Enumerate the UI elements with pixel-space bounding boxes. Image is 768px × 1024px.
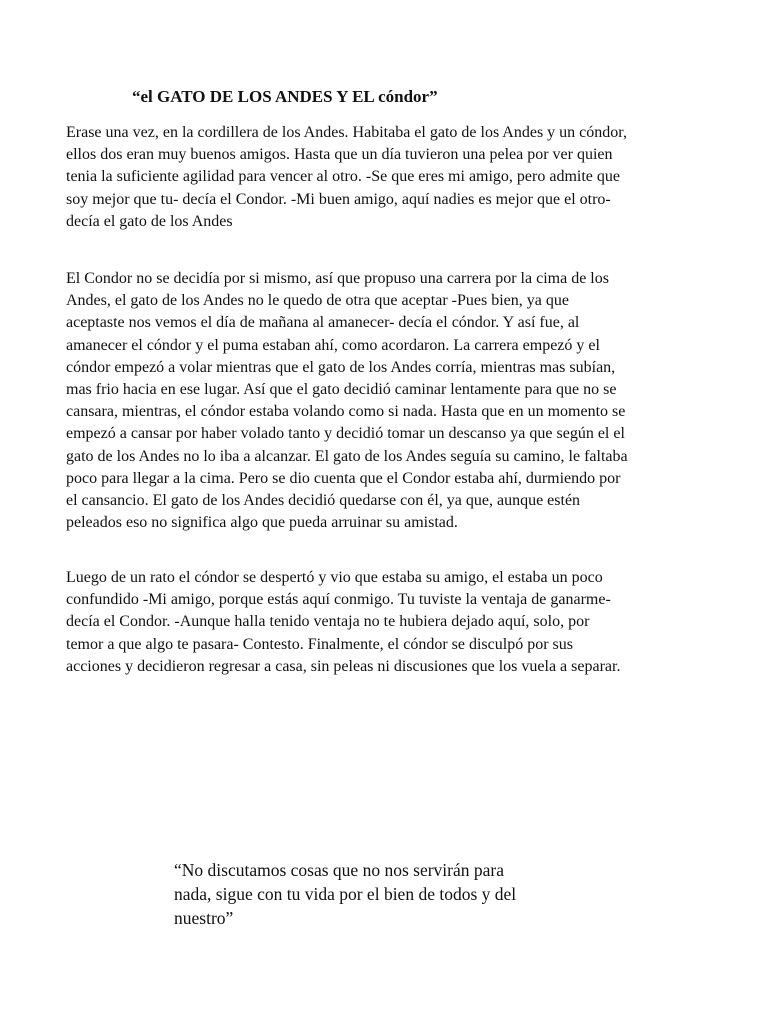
paragraph-line: peleados eso no significa algo que pueda arruinar su amistad. [66, 514, 458, 532]
quote-line: nada, sigue con tu vida por el bien de todos y del [174, 884, 517, 904]
closing-quote [174, 858, 634, 930]
document-title: “el GATO DE LOS ANDES Y EL cóndor” [132, 87, 438, 106]
paragraph-line: ellos dos eran muy buenos amigos. Hasta que un día tuvieron una pelea por ver quien [66, 146, 613, 164]
paragraph-3 [66, 567, 696, 678]
paragraph-line: cansara, mientras, el cóndor estaba volando como si nada. Hasta que en un momento se [66, 403, 626, 421]
quote-line: “No discutamos cosas que no nos servirán para [174, 860, 504, 880]
paragraph-line: acciones y decidieron regresar a casa, sin peleas ni discusiones que los vuela a separar. [66, 657, 621, 675]
paragraph-line: confundido -Mi amigo, porque estás aquí conmigo. Tu tuviste la ventaja de ganarme- [66, 591, 611, 609]
paragraph-line: Andes, el gato de los Andes no le quedo de otra que aceptar -Pues bien, ya que [66, 292, 569, 310]
paragraph-line: gato de los Andes no lo iba a alcanzar. El gato de los Andes seguía su camino, le faltaba [66, 447, 628, 465]
paragraph-line: aceptaste nos vemos el día de mañana al amanecer- decía el cóndor. Y así fue, al [66, 314, 580, 332]
paragraph-line: Luego de un rato el cóndor se despertó y vio que estaba su amigo, el estaba un poco [66, 569, 603, 586]
paragraph-line: poco para llegar a la cima. Pero se dio cuenta que el Condor estaba ahí, durmiendo por [66, 469, 621, 487]
paragraph-line: decía el gato de los Andes [66, 212, 233, 230]
quote-line: nuestro” [174, 908, 234, 928]
paragraph-line: Erase una vez, en la cordillera de los Andes. Habitaba el gato de los Andes y un cóndor, [66, 124, 627, 141]
paragraph-line: tenia la suficiente agilidad para vencer al otro. -Se que eres mi amigo, pero admite que [66, 168, 620, 186]
paragraph-line: El Condor no se decidía por si mismo, así que propuso una carrera por la cima de los [66, 270, 609, 287]
paragraph-1 [66, 122, 696, 233]
paragraph-line: temor a que algo te pasara- Contesto. Finalmente, el cóndor se disculpó por sus [66, 635, 573, 653]
paragraph-line: mas frio hacia en ese lugar. Así que el gato decidió caminar lentamente para que no se [66, 381, 617, 399]
paragraph-2 [66, 268, 696, 534]
paragraph-line: cóndor empezó a volar mientras que el gato de los Andes corría, mientras mas subían, [66, 358, 616, 376]
paragraph-line: amanecer el cóndor y el puma estaban ahí, como acordaron. La carrera empezó y el [66, 336, 600, 354]
paragraph-line: el cansancio. El gato de los Andes decidió quedarse con él, ya que, aunque estén [66, 492, 581, 510]
paragraph-line: empezó a cansar por haber volado tanto y decidió tomar un descanso ya que según el el [66, 425, 625, 443]
paragraph-line: decía el Condor. -Aunque halla tenido ventaja no te hubiera dejado aquí, solo, por [66, 613, 590, 631]
paragraph-line: soy mejor que tu- decía el Condor. -Mi buen amigo, aquí nadies es mejor que el otro- [66, 190, 611, 208]
